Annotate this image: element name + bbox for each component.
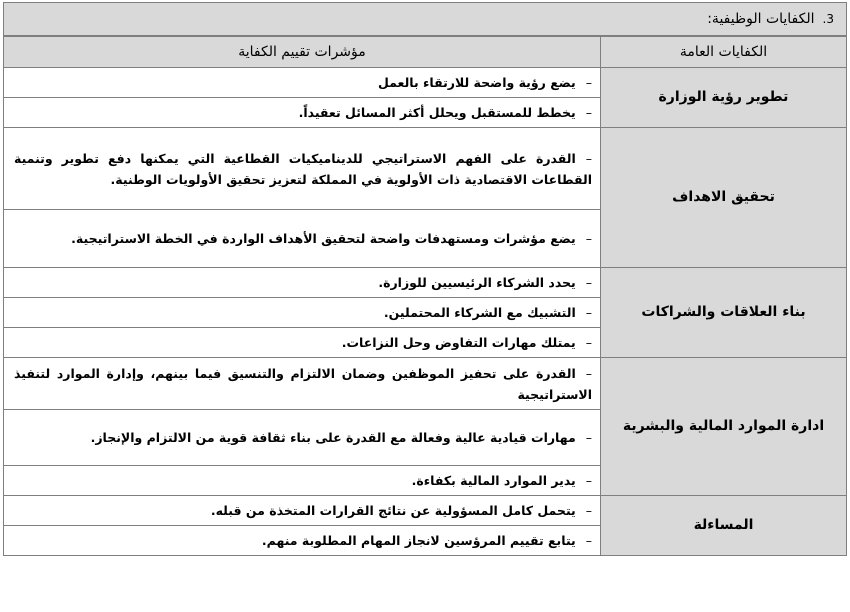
table-row xyxy=(4,358,847,410)
indicator-cell xyxy=(4,358,601,410)
dash-bullet: – xyxy=(585,365,592,381)
indicator-cell xyxy=(4,328,601,358)
dash-bullet: – xyxy=(585,533,592,548)
indicator-cell xyxy=(4,210,601,268)
indicator-cell xyxy=(4,496,601,526)
table-row xyxy=(4,68,847,98)
indicator-text: القدرة على تحفيز الموظفين وضمان الالتزام والتنسيق فيما بينهم، وإدارة الموارد لتنفيذ الاستراتيجية xyxy=(14,365,592,402)
section-number: 3. xyxy=(822,12,834,26)
indicator-text: مهارات قيادية عالية وفعالة مع القدرة على بناء ثقافة قوية من الالتزام والإنجاز. xyxy=(90,430,576,445)
dash-bullet: – xyxy=(585,105,592,120)
competencies-document xyxy=(3,2,847,556)
competency-cell: المساءلة xyxy=(601,496,847,556)
indicator-text: يتابع تقييم المرؤسين لانجاز المهام المطلوبة منهم. xyxy=(261,533,576,548)
indicator-text: يخطط للمستقبل ويحلل أكثر المسائل تعقيداً. xyxy=(298,105,576,120)
section-title: الكفايات الوظيفية: xyxy=(707,11,815,27)
indicator-text: يحدد الشركاء الرئيسيين للوزارة. xyxy=(378,275,576,290)
competencies-table xyxy=(3,36,847,556)
dash-bullet: – xyxy=(585,75,592,90)
table-row xyxy=(4,268,847,298)
indicator-cell xyxy=(4,298,601,328)
indicator-text: يدير الموارد المالية بكفاءة. xyxy=(411,473,576,488)
dash-bullet: – xyxy=(585,473,592,488)
indicator-text: يمتلك مهارات التفاوض وحل النزاعات. xyxy=(341,335,576,350)
indicator-cell xyxy=(4,68,601,98)
table-header-row xyxy=(4,37,847,68)
table-body xyxy=(4,68,847,556)
dash-bullet: – xyxy=(585,430,592,445)
indicator-cell xyxy=(4,466,601,496)
indicator-text: التشبيك مع الشركاء المحتملين. xyxy=(383,305,576,320)
dash-bullet: – xyxy=(585,503,592,518)
indicator-cell xyxy=(4,410,601,466)
dash-bullet: – xyxy=(585,335,592,350)
indicator-cell xyxy=(4,268,601,298)
indicator-cell xyxy=(4,98,601,128)
indicator-text: يتحمل كامل المسؤولية عن نتائج القرارات المتخذة من قبله. xyxy=(210,503,576,518)
indicator-cell xyxy=(4,128,601,210)
section-title-bar xyxy=(3,2,847,36)
dash-bullet: – xyxy=(585,150,592,166)
competency-cell: تطوير رؤية الوزارة xyxy=(601,68,847,128)
indicator-text: يضع مؤشرات ومستهدفات واضحة لتحقيق الأهداف الواردة في الخطة الاستراتيجية. xyxy=(71,231,576,246)
indicator-text: القدرة على الفهم الاستراتيجي للديناميكيات القطاعية التي يمكنها دفع تطوير وتنمية القطاعات الاقتصادية ذات الأولوية في المملكة لتعزيز تحقيق الأولويات الوطنية. xyxy=(14,150,592,187)
indicator-cell xyxy=(4,526,601,556)
dash-bullet: – xyxy=(585,305,592,320)
dash-bullet: – xyxy=(585,275,592,290)
competency-cell: بناء العلاقات والشراكات xyxy=(601,268,847,358)
dash-bullet: – xyxy=(585,231,592,246)
indicator-text: يضع رؤية واضحة للارتقاء بالعمل xyxy=(378,75,576,90)
competency-cell: ادارة الموارد المالية والبشرية xyxy=(601,358,847,496)
competency-cell: تحقيق الاهداف xyxy=(601,128,847,268)
header-competency: الكفايات العامة xyxy=(601,37,847,68)
table-row xyxy=(4,496,847,526)
table-row xyxy=(4,128,847,210)
header-indicators: مؤشرات تقييم الكفاية xyxy=(4,37,601,68)
